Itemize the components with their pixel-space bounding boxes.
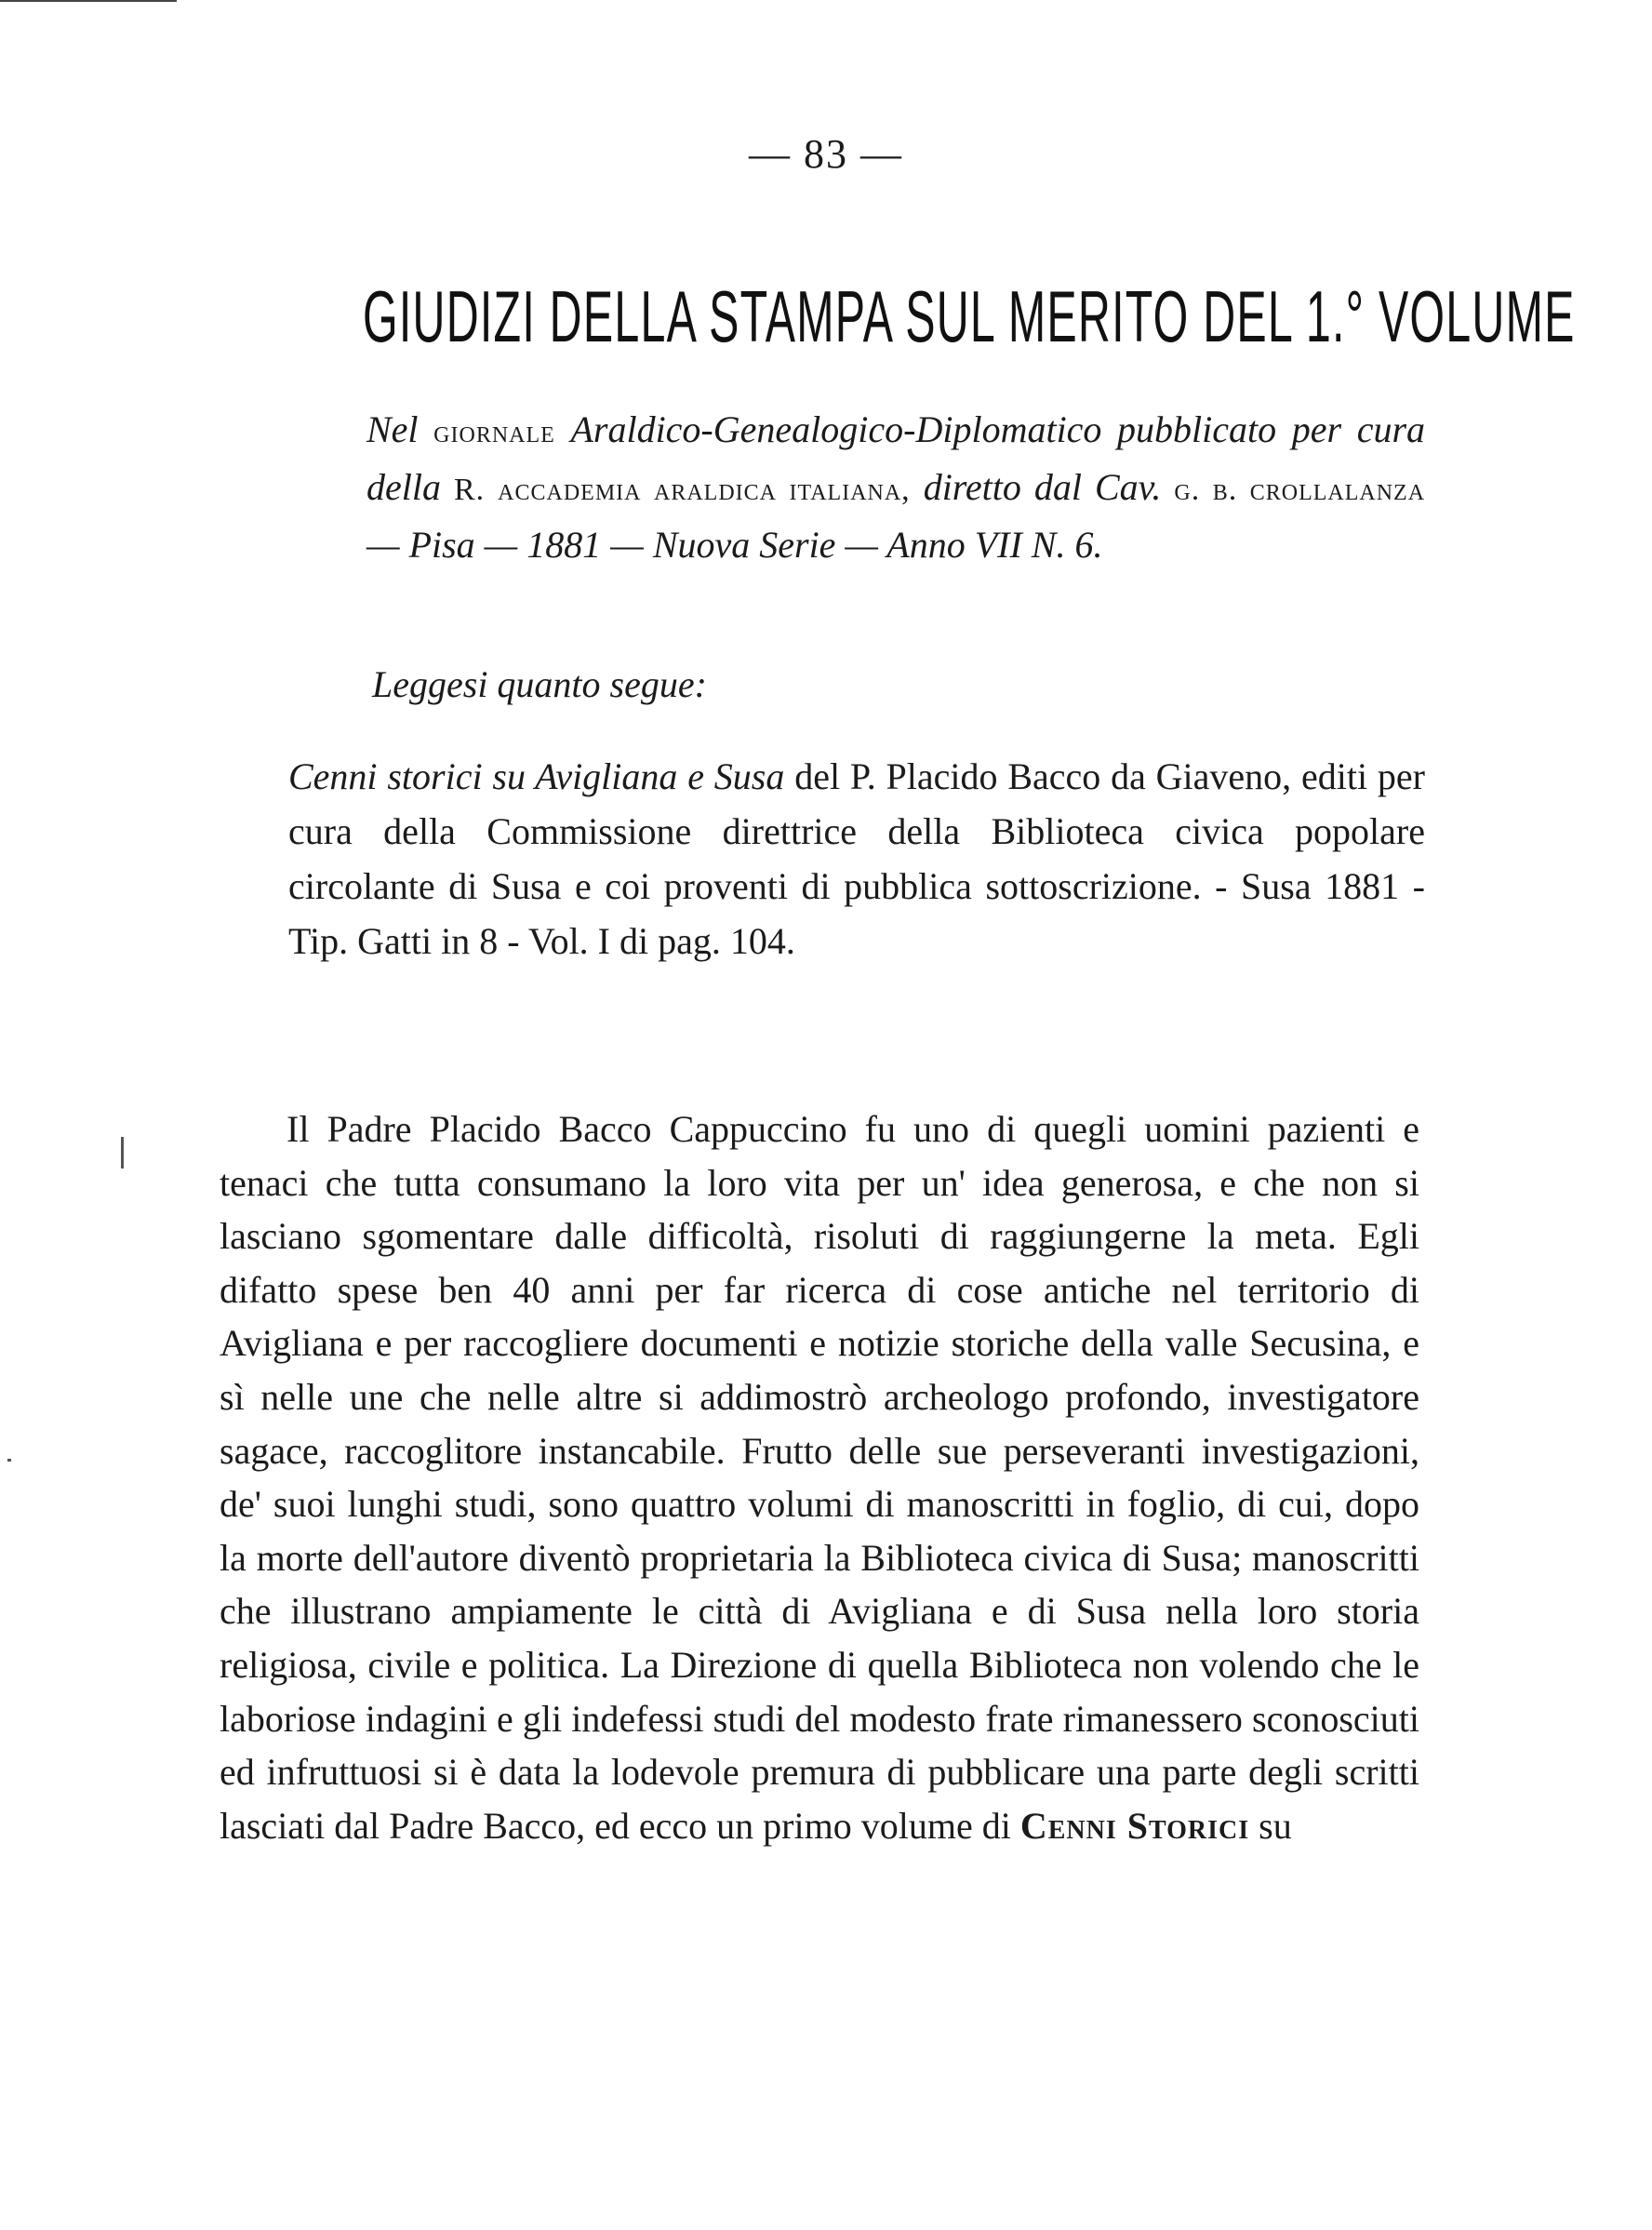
source-citation [366,402,1425,572]
source-nel: Nel [366,408,419,450]
book-reference [288,749,1425,968]
body-caps-title: Cenni Storici [1019,1804,1250,1847]
source-giornale: giornale [433,415,555,449]
source-r: R. [453,473,486,507]
source-diretto: diretto dal Cav. [923,466,1162,508]
source-journal-title: Araldico-Genealogico-Diplomatico pubblicato per cura della [366,408,1426,508]
source-editor: g. b. crollalanza [1174,473,1426,507]
book-details: del P. Placido Bacco da Giaveno, editi per cura della Commissione direttrice della Biblioteca civica popolare circolante di Susa e coi proventi di pubblica sottoscrizione. - Susa 1881 - Tip. Gatti in 8 - Vol. I di pag. 104. [288,755,1425,962]
body-paragraph [220,1102,1419,1852]
scan-edge-line [0,0,177,2]
body-text: Il Padre Placido Bacco Cappuccino fu uno di quegli uomini pazienti e tenaci che tutta consumano la loro vita per un' idea generosa, e che non si lasciano sgomentare dalle difficoltà, risoluti di raggiungerne la meta. Egli difatto spese ben 40 anni per far ricerca di cose antiche nel territorio di Avigliana e per raccogliere documenti e notizie storiche della valle Secusina, e sì nelle une che nelle altre si addimostrò archeologo profondo, investigatore sagace, raccoglitore instancabile. Frutto delle sue perseveranti investigazioni, de' suoi lunghi studi, sono quattro volumi di manoscritti in foglio, di cui, dopo la morte dell'autore diventò proprietaria la Biblioteca civica di Susa; manoscritti che illustrano ampiamente le città di Avigliana e di Susa nella loro storia religiosa, civile e politica. La Direzione di quella Biblioteca non volendo che le laboriose indagini e gli indefessi studi del modesto frate rimanessero sconosciuti ed infruttuosi si è data la lodevole premura di pubblicare una parte degli scritti lasciati dal Padre Bacco, ed ecco un primo volume di [220,1108,1419,1847]
source-rest: — Pisa — 1881 — Nuova Serie — Anno VII N. 6. [366,524,1103,566]
section-heading: GIUDIZI DELLA STAMPA SUL MERITO DEL 1.° VOLUME [363,275,1576,357]
page-number: — 83 — [749,131,903,177]
intro-line: Leggesi quanto segue: [372,663,707,705]
body-end: su [1259,1804,1292,1847]
book-title: Cenni storici su Avigliana e Susa [288,755,785,797]
margin-mark [121,1137,124,1168]
margin-dot [7,1459,11,1462]
source-accademia: accademia araldica italiana, [498,473,911,507]
